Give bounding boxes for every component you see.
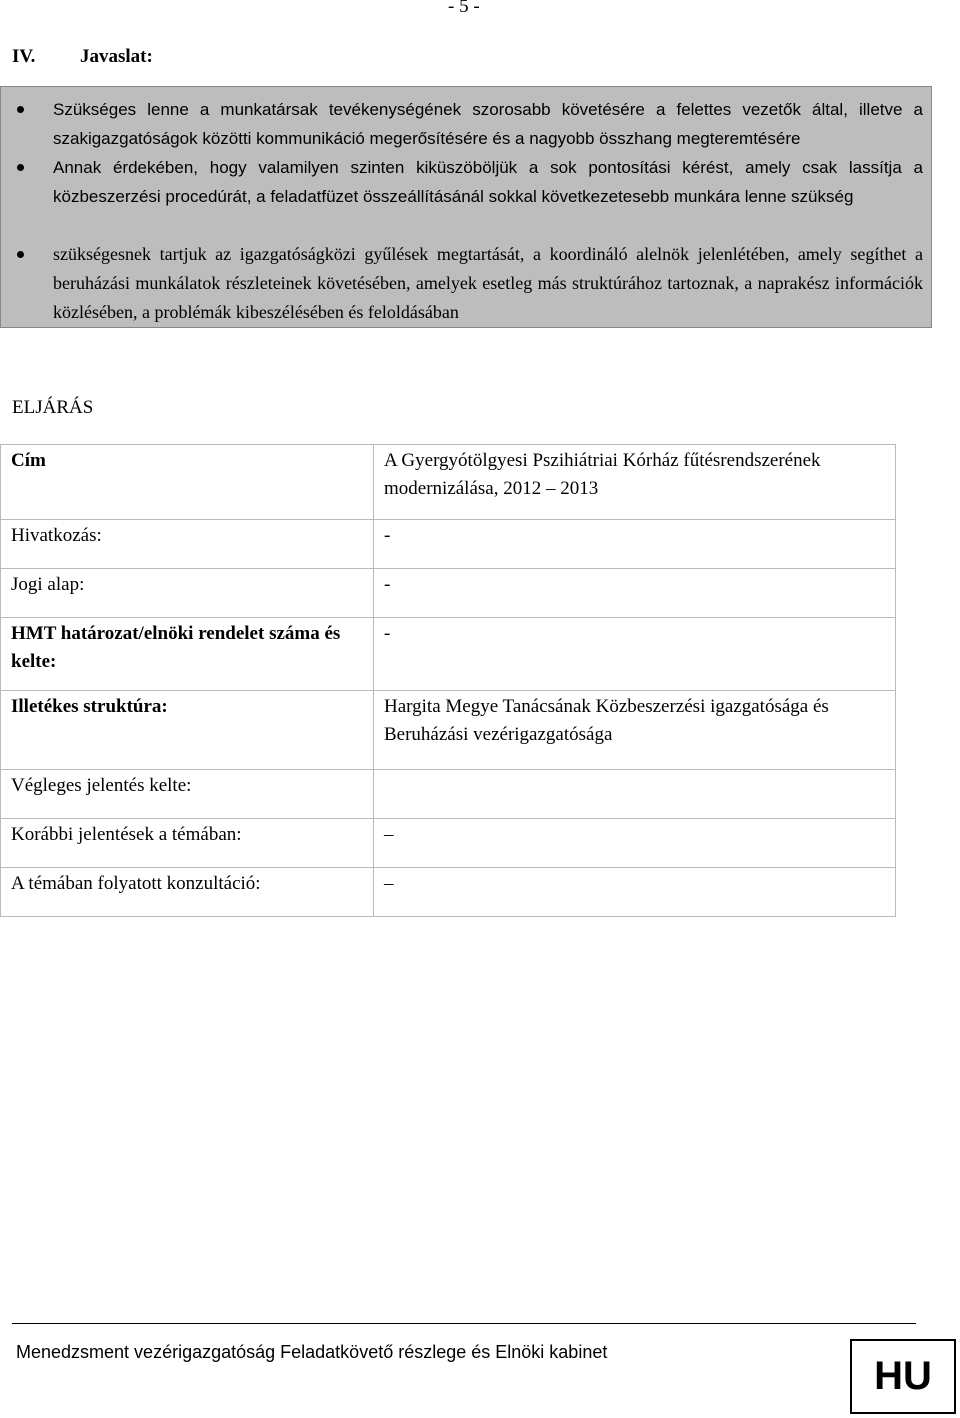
- title-value: A Gyergyótölgyesi Pszihiátriai Kórház fűtésrendszerének modernizálása, 2012 – 2013: [374, 445, 896, 520]
- table-row: [1, 819, 896, 868]
- section-number: IV.: [12, 46, 36, 67]
- proposal-text: Annak érdekében, hogy valamilyen szinten kiküszöböljük a sok pontosítási kérést, amely csak lassítja a közbeszerzési procedúrát, a feladatfüzet összeállításánál sokkal következetesebb munkára lenne szükség: [53, 158, 923, 206]
- structure-label-cell: [1, 691, 374, 770]
- structure-value: Hargita Megye Tanácsának Közbeszerzési igazgatósága és Beruházási vezérigazgatósága: [374, 691, 896, 770]
- proposal-text: szükségesnek tartjuk az igazgatóságközi gyűlések megtartását, a koordináló alelnök jelenlétében, amely segíthet a beruházási munkálatok részleteinek követésében, amelyek esetleg más struktúrához tartoznak, a naprakész információk közlésében, a problémák kibeszélésében és feloldásában: [53, 244, 923, 322]
- final-report-value: [374, 770, 896, 819]
- legal-basis-label: Jogi alap:: [1, 569, 374, 618]
- proposal-item: [53, 95, 923, 153]
- consultation-label: A témában folyatott konzultáció:: [1, 868, 374, 917]
- section-title: Javaslat:: [80, 46, 153, 67]
- decision-label: HMT határozat/elnöki rendelet száma és kelte:: [1, 618, 374, 691]
- previous-reports-label: Korábbi jelentések a témában:: [1, 819, 374, 868]
- section-heading: [12, 46, 153, 68]
- procedure-table: [0, 444, 896, 917]
- reference-label: Hivatkozás:: [1, 520, 374, 569]
- table-row: [1, 445, 896, 520]
- table-row: [1, 868, 896, 917]
- page-number: - 5 -: [448, 0, 480, 17]
- proposal-item: [53, 153, 923, 211]
- table-row: [1, 618, 896, 691]
- previous-reports-value: –: [374, 819, 896, 868]
- title-label: Cím: [1, 445, 374, 520]
- table-row: [1, 569, 896, 618]
- procedure-heading: ELJÁRÁS: [12, 397, 94, 418]
- structure-label: Illetékes struktúra:: [11, 696, 168, 717]
- bullet-icon: [17, 251, 24, 258]
- table-row: [1, 691, 896, 770]
- table-row: [1, 520, 896, 569]
- bullet-icon: [17, 106, 24, 113]
- proposal-box: [0, 86, 932, 328]
- legal-basis-value: -: [374, 569, 896, 618]
- reference-value: -: [374, 520, 896, 569]
- footer-divider: [12, 1323, 916, 1324]
- decision-value: -: [374, 618, 896, 691]
- proposal-item: [53, 240, 923, 327]
- consultation-value: –: [374, 868, 896, 917]
- final-report-label: Végleges jelentés kelte:: [1, 770, 374, 819]
- table-row: [1, 770, 896, 819]
- footer-text: Menedzsment vezérigazgatóság Feladatkövető részlege és Elnöki kabinet: [16, 1342, 608, 1362]
- country-code-badge: HU: [850, 1339, 956, 1414]
- proposal-text: Szükséges lenne a munkatársak tevékenységének szorosabb követésére a felettes vezetők által, illetve a szakigazgatóságok közötti kommunikáció megerősítésére és a nagyobb összhang megteremtésére: [53, 100, 923, 148]
- bullet-icon: [17, 164, 24, 171]
